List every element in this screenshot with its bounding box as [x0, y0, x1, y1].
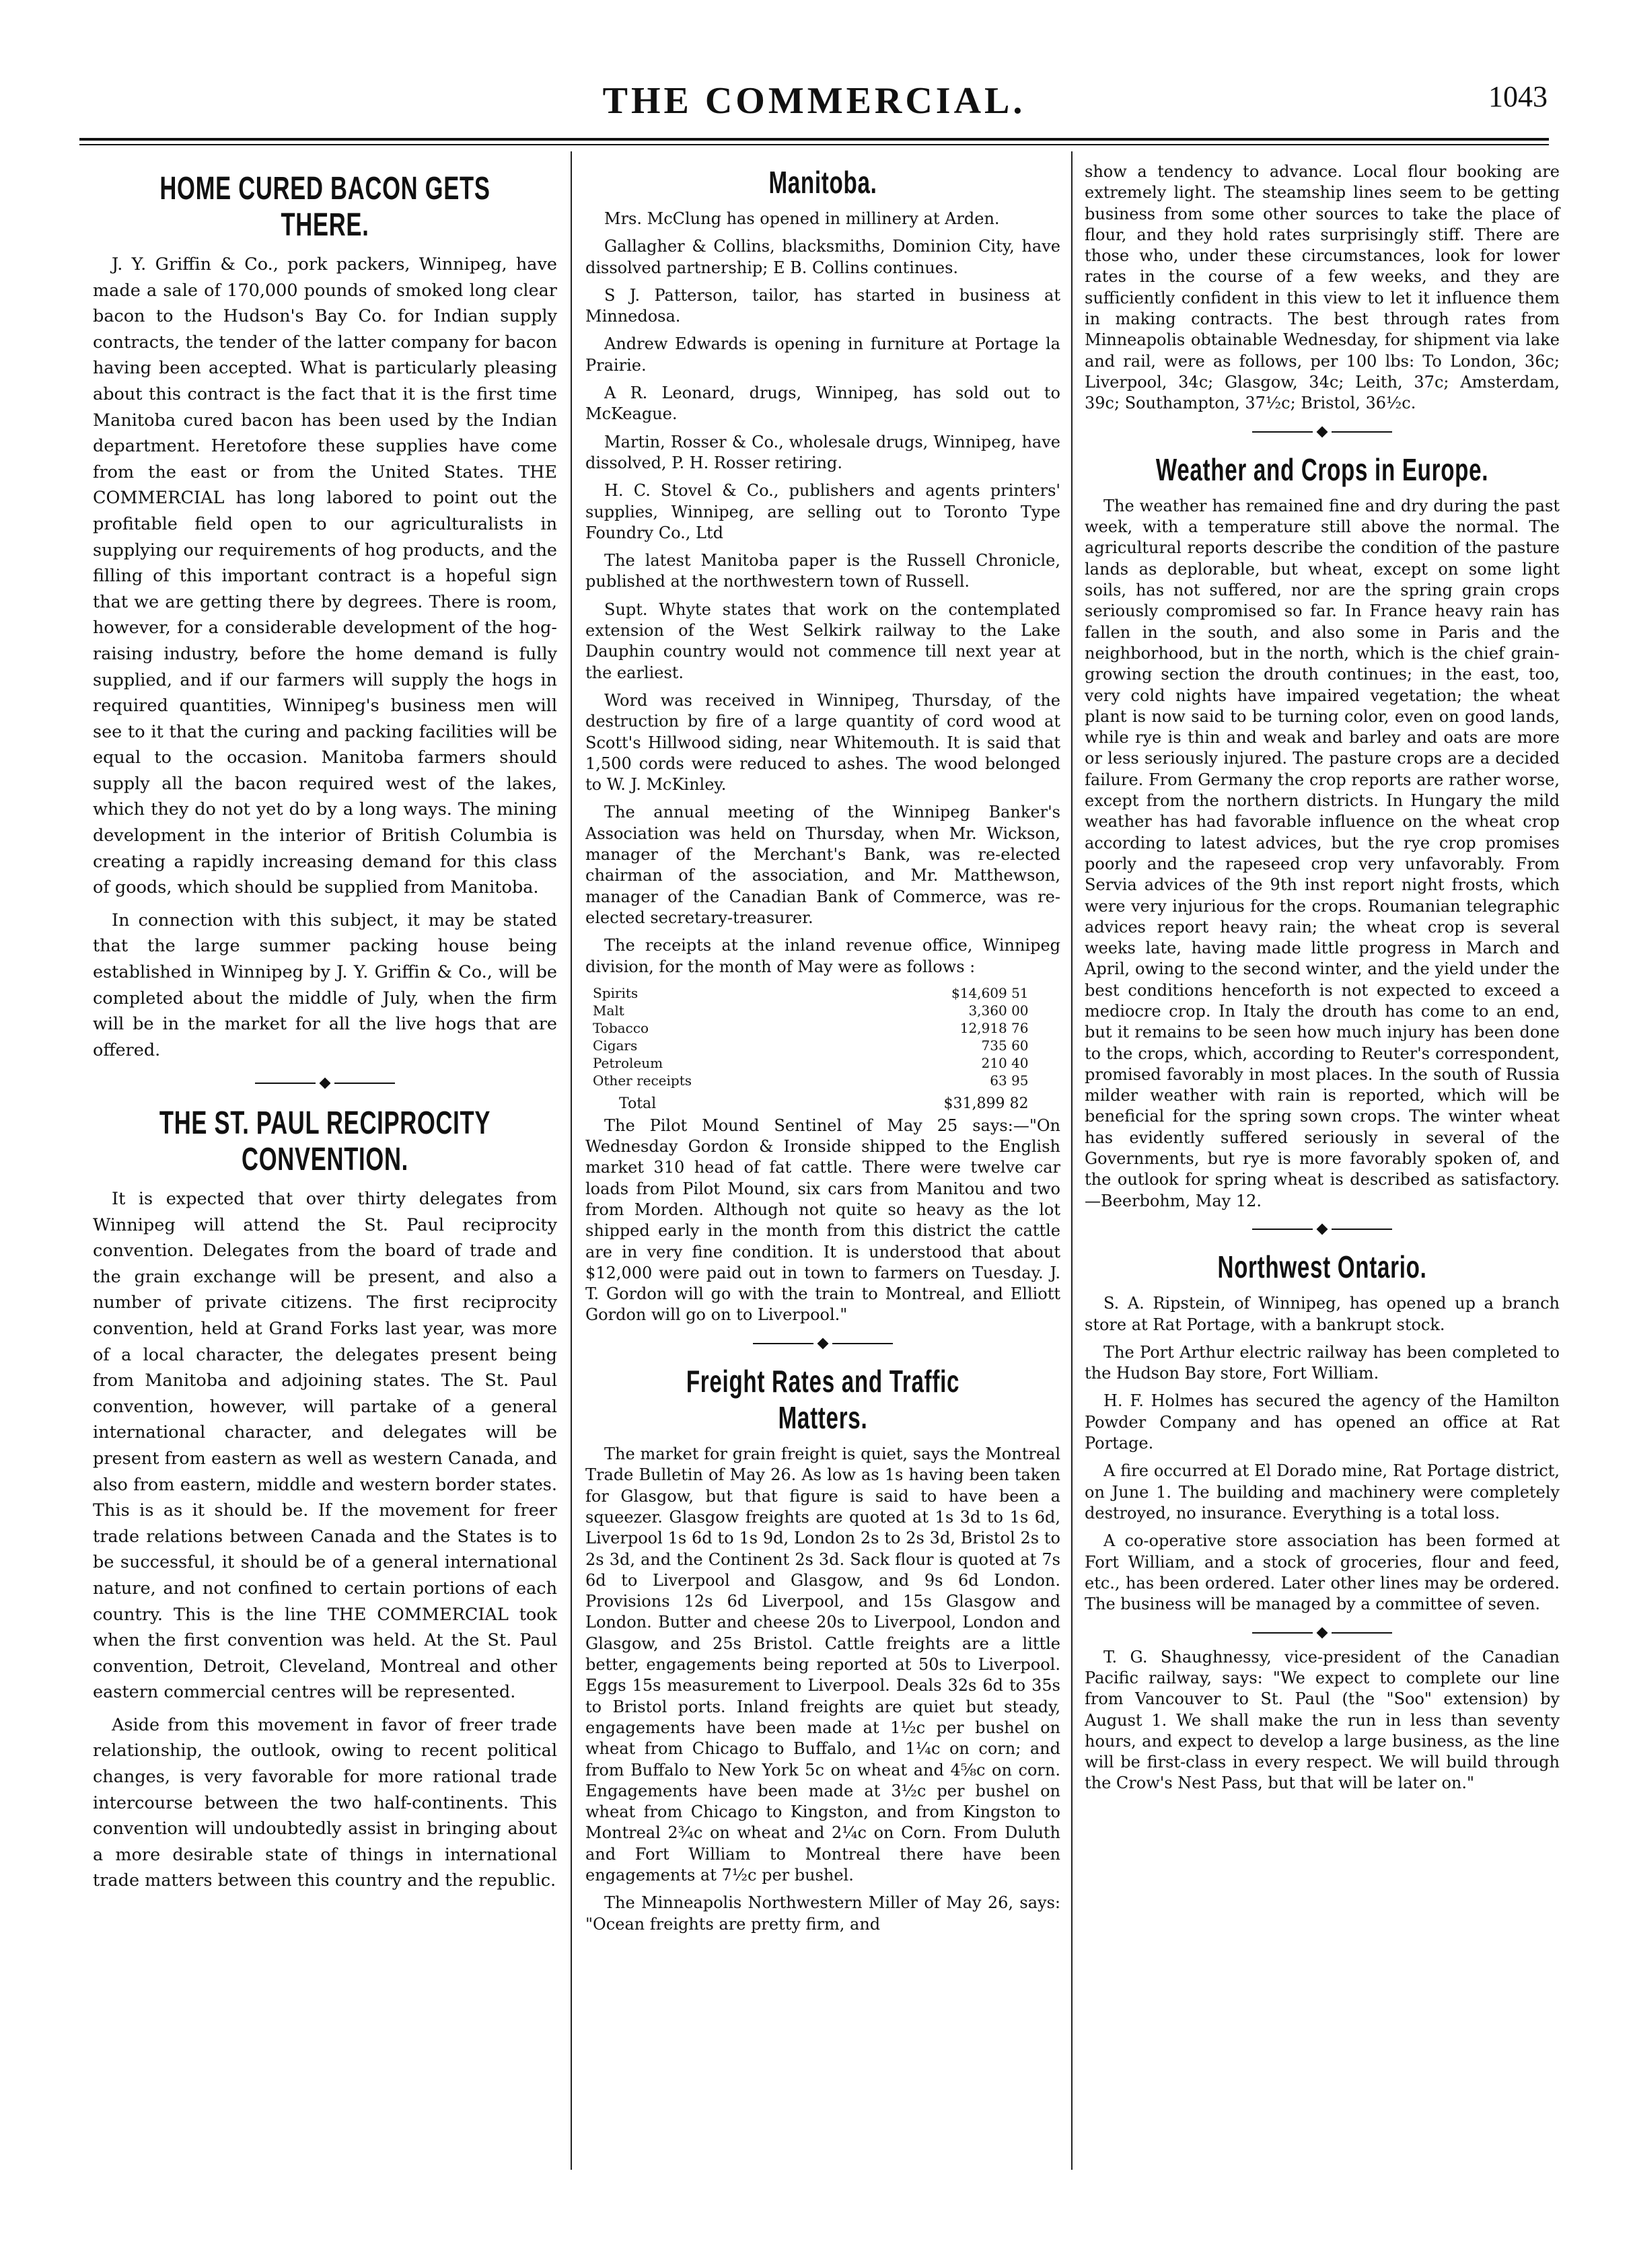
- revenue-item: Petroleum: [593, 1054, 663, 1071]
- article-paragraph: Aside from this movement in favor of freer trade relationship, the outlook, owing to recent political changes, is very favorable for more rational trade intercourse between the two half-continents. This convention will undoubtedly assist in bringing about a more desirable state of things in international trade matters between this country and the republic.: [93, 1714, 557, 1891]
- article-headline: Freight Rates and Traffic Matters.: [686, 1364, 960, 1436]
- revenue-total: $31,899 82: [943, 1095, 1029, 1112]
- revenue-value: 210 40: [981, 1054, 1029, 1071]
- news-item: H. C. Stovel & Co., publishers and agents printers' supplies, Winnipeg, are selling out to Toronto Type Foundry Co., Ltd: [585, 481, 1060, 542]
- column-left: [93, 161, 557, 1901]
- table-row-total: [592, 1089, 1029, 1113]
- news-item: Andrew Edwards is opening in furniture at Portage la Prairie.: [585, 334, 1060, 375]
- masthead: [81, 74, 1548, 128]
- article-paragraph: The market for grain freight is quiet, says the Montreal Trade Bulletin of May 26. As low as 1s having been taken for Glasgow, but that figure is said to have been a squeezer. Glasgow freights are quoted at 1s 3d to 1s 6d, Liverpool 1s 6d to 1s 9d, London 2s to 2s 3d, Bristol 2s to 2s 3d, and the Continent 2s 3d. Sack flour is quoted at 7s 6d to Liverpool and Glasgow, and 9s 6d London. Provisions 12s 6d Liverpool, and 15s Glasgow and London. Butter and cheese 20s to Liverpool, London and Glasgow, and 25s Bristol. Cattle freights are a little better, engagements being reported at 50s to Liverpool. Eggs 15s measurement to Liverpool. Deals 32s 6d to 35s to Bristol ports. Inland freights are quiet but steady, engagements have been made at 1½c per bushel on wheat from Chicago to Buffalo, and 1¼c on corn; and from Buffalo to New York 5c on wheat and 4⅝c on corn. Engagements have been made at 3½c per bushel on wheat from Chicago to Kingston, and from Kingston to Montreal 2¾c on wheat and 2¼c on Corn. From Duluth and Fort William to Montreal there have been engagements at 7½c per bushel.: [585, 1444, 1060, 1885]
- news-item: Martin, Rosser & Co., wholesale drugs, Winnipeg, have dissolved, P. H. Rosser retiring.: [585, 432, 1060, 472]
- article-headline: Manitoba.: [768, 165, 877, 200]
- column-middle: [585, 161, 1060, 1942]
- article-paragraph: It is expected that over thirty delegates from Winnipeg will attend the St. Paul reciprocity convention. Delegates from the board of trade and the grain exchange will be present, and also a number of private citizens. The first reciprocity convention, held at Grand Forks last year, was more of a local character, the delegates present being from Manitoba and adjoining states. The St. Paul convention, however, will partake of a general international character, and delegates will be present from eastern as well as western Canada, and also from eastern, middle and western border states. This is as it should be. If the movement for freer trade relations between Canada and the States is to be successful, it should be of a general international nature, and not confined to certain portions of each country. This is the line THE COMMERCIAL took when the first convention was held. At the St. Paul convention, Detroit, Cleveland, Montreal and other eastern commercial centres will be represented.: [93, 1189, 557, 1703]
- news-item: S. A. Ripstein, of Winnipeg, has opened up a branch store at Rat Portage, with a bankrupt stock.: [1085, 1294, 1560, 1334]
- revenue-value: 735 60: [981, 1037, 1029, 1054]
- article-headline: Weather and Crops in Europe.: [1155, 451, 1489, 487]
- news-item: H. F. Holmes has secured the agency of the Hamilton Powder Company and has opened an office at Rat Portage.: [1085, 1391, 1560, 1453]
- revenue-value: $14,609 51: [951, 984, 1029, 1001]
- article-paragraph: The weather has remained fine and dry during the past week, with a temperature still above the normal. The agricultural reports describe the condition of the pasture lands as deplorable, but wheat, except on some light soils, has not suffered, nor are the spring grain crops seriously compromised so far. In France heavy rain has fallen in the south, and also some in Paris and the neighborhood, but in the north, which is the chief grain-growing section the drouth continues; in the east, too, very cold nights have impaired vegetation; the wheat plant is now said to be turning color, even on good lands, while rye is thin and weak and barley and oats are more or less seriously injured. The pasture crops are a decided failure. From Germany the crop reports are rather worse, except from the northern districts. In Hungary the mild weather has had favorable influence on the wheat crop according to latest advices, but the rye crop promises poorly and the rapeseed crop very unfavorably. From Servia advices of the 9th inst report night frosts, which were very injurious for the crops. Roumanian telegraphic advices report heavy rain; the wheat crop is several weeks late, having made little progress in March and April, owing to the second winter, and the yield under the best conditions henceforth is not expected to exceed a mediocre crop. In Italy the drouth has come to an end, but it remains to be seen how much injury has been done to the crops, which, according to Reuter's correspondent, promised favorably in most places. In the south of Russia milder weather with rain is reported, which will be beneficial for the spring sown crops. The winter wheat has evidently suffered seriously in several of the Governments, but rye is more favorably spoken of, and the outlook for spring wheat is described as satisfactory.—Beerbohm, May 12.: [1085, 496, 1560, 1210]
- table-row: [592, 1072, 1029, 1089]
- news-item: Mrs. McClung has opened in millinery at Arden.: [604, 209, 1000, 228]
- news-item: The Port Arthur electric railway has been completed to the Hudson Bay store, Fort William.: [1085, 1342, 1560, 1383]
- news-item: S J. Patterson, tailor, has started in business at Minnedosa.: [585, 285, 1060, 326]
- news-item: Word was received in Winnipeg, Thursday, of the destruction by fire of a large quantity of cord wood at Scott's Hillwood siding, near Whitemouth. It is said that 1,500 cords were reduced to ashes. The wood belonged to W. J. McKinley.: [585, 690, 1060, 795]
- section-separator: [585, 1333, 1060, 1354]
- article-paragraph: T. G. Shaughnessy, vice-president of the Canadian Pacific railway, says: "We expect to complete our line from Vancouver to St. Paul (the "Soo" extension) by August 1. We shall make the run in less than seventy hours, and expect to develop a large business, as the line will be first-class in every respect. We will build through the Crow's Nest Pass, but that will be later on.": [1085, 1647, 1560, 1793]
- news-item: The receipts at the inland revenue office, Winnipeg division, for the month of May were as follows :: [585, 936, 1060, 976]
- table-row: [592, 1054, 1029, 1072]
- revenue-item: Tobacco: [593, 1019, 649, 1036]
- section-separator: [1085, 1621, 1560, 1642]
- revenue-value: 3,360 00: [968, 1002, 1029, 1019]
- revenue-value: 63 95: [990, 1072, 1029, 1089]
- revenue-item: Malt: [593, 1002, 624, 1019]
- article-paragraph: The Minneapolis Northwestern Miller of May 26, says: "Ocean freights are pretty firm, and: [585, 1893, 1060, 1934]
- article-headline: HOME CURED BACON GETS THERE.: [159, 171, 491, 243]
- section-separator: [1085, 1218, 1560, 1239]
- article-paragraph: show a tendency to advance. Local flour booking are extremely light. The steamship lines seem to be getting business from some other sources to take the place of flour, and they hold rates surprisingly stiff. There are those who, under these circumstances, look for lower rates in the course of a few weeks, and they are sufficiently confident in this view to let it influence them in making contracts. The best through rates from Minneapolis obtainable Wednesday, for shipment via lake and rail, were as follows, per 100 lbs: To London, 36c; Liverpool, 34c; Glasgow, 34c; Leith, 37c; Amsterdam, 39c; Southampton, 37½c; Bristol, 36½c.: [1085, 162, 1560, 413]
- page-number: 1043: [1488, 80, 1548, 113]
- news-item: Gallagher & Collins, blacksmiths, Dominion City, have dissolved partnership; E B. Collins continues.: [585, 237, 1060, 277]
- table-row: [592, 1037, 1029, 1054]
- news-item: A co-operative store association has been formed at Fort William, and a stock of groceries, flour and feed, etc., has been ordered. Later other lines may be ordered. The business will be managed by a committee of seven.: [1085, 1531, 1560, 1614]
- article-headline: THE ST. PAUL RECIPROCITY CONVENTION.: [159, 1105, 491, 1177]
- revenue-item: Other receipts: [593, 1072, 692, 1089]
- news-item: The annual meeting of the Winnipeg Banker's Association was held on Thursday, when Mr. Wickson, manager of the Merchant's Bank, was re-elected chairman of the association, and Mr. Matthewson, manager of the Canadian Bank of Commerce, was re-elected secretary-treasurer.: [585, 803, 1060, 927]
- article-paragraph: The Pilot Mound Sentinel of May 25 says:—"On Wednesday Gordon & Ironside shipped to the English market 310 head of fat cattle. There were twelve car loads from Pilot Mound, six cars from Manitou and two from Morden. Although not quite so heavy as the lot shipped early in the month from this district the cattle are in very fine condition. It is understood that about $12,000 were paid out in town to farmers on Tuesday. J. T. Gordon will go with the train to Montreal, and Elliott Gordon will go on to Liverpool.": [585, 1115, 1060, 1325]
- header-rule: [79, 138, 1549, 141]
- article-paragraph: In connection with this subject, it may be stated that the large summer packing house being established in Winnipeg by J. Y. Griffin & Co., will be completed about the middle of July, when the firm will be in the market for all the live hogs that are offered.: [93, 910, 557, 1060]
- news-item: The latest Manitoba paper is the Russell Chronicle, published at the northwestern town of Russell.: [585, 551, 1060, 591]
- table-row: [592, 984, 1029, 1002]
- column-divider: [571, 151, 572, 2170]
- section-separator: [93, 1070, 557, 1096]
- revenue-item: Spirits: [593, 984, 639, 1001]
- section-separator: [1085, 421, 1560, 442]
- header-rule-thin: [79, 144, 1549, 145]
- table-row: [592, 1019, 1029, 1037]
- revenue-total-label: Total: [619, 1095, 657, 1112]
- column-right: [1085, 161, 1560, 1801]
- revenue-item: Cigars: [593, 1037, 638, 1054]
- table-row: [592, 1002, 1029, 1019]
- news-item: A R. Leonard, drugs, Winnipeg, has sold out to McKeague.: [585, 383, 1060, 424]
- revenue-value: 12,918 76: [959, 1019, 1029, 1036]
- revenue-table: [592, 984, 1029, 1113]
- newspaper-title: THE COMMERCIAL.: [602, 80, 1026, 122]
- article-paragraph: J. Y. Griffin & Co., pork packers, Winnipeg, have made a sale of 170,000 pounds of smoked long clear bacon to the Hudson's Bay Co. for Indian supply contracts, the tender of the latter company for bacon having been accepted. What is particularly pleasing about this contract is the fact that it is the first time Manitoba cured bacon has been used by the Indian department. Heretofore these supplies have come from the east or from the United States. THE COMMERCIAL has long labored to point out the profitable field open to our agriculturalists in supplying our requirements of hog products, and the filling of this important contract is a hopeful sign that we are getting there by degrees. There is room, however, for a considerable development of the hog-raising industry, before the home demand is fully supplied, and if our farmers will supply the hogs in required quantities, Winnipeg's business men will see to it that the curing and packing facilities will be equal to the occasion. Manitoba farmers should supply all the bacon required west of the lakes, which they do not yet do by a long ways. The mining development in the interior of British Columbia is creating a rapidly increasing demand for this class of goods, which should be supplied from Manitoba.: [93, 254, 557, 898]
- news-item: Supt. Whyte states that work on the contemplated extension of the West Selkirk railway to the Lake Dauphin country would not commence till next year at the earliest.: [585, 599, 1060, 682]
- article-headline: Northwest Ontario.: [1217, 1249, 1427, 1285]
- news-item: A fire occurred at El Dorado mine, Rat Portage district, on June 1. The building and machinery were completely destroyed, no insurance. Everything is a total loss.: [1085, 1461, 1560, 1523]
- column-divider: [1071, 151, 1073, 2170]
